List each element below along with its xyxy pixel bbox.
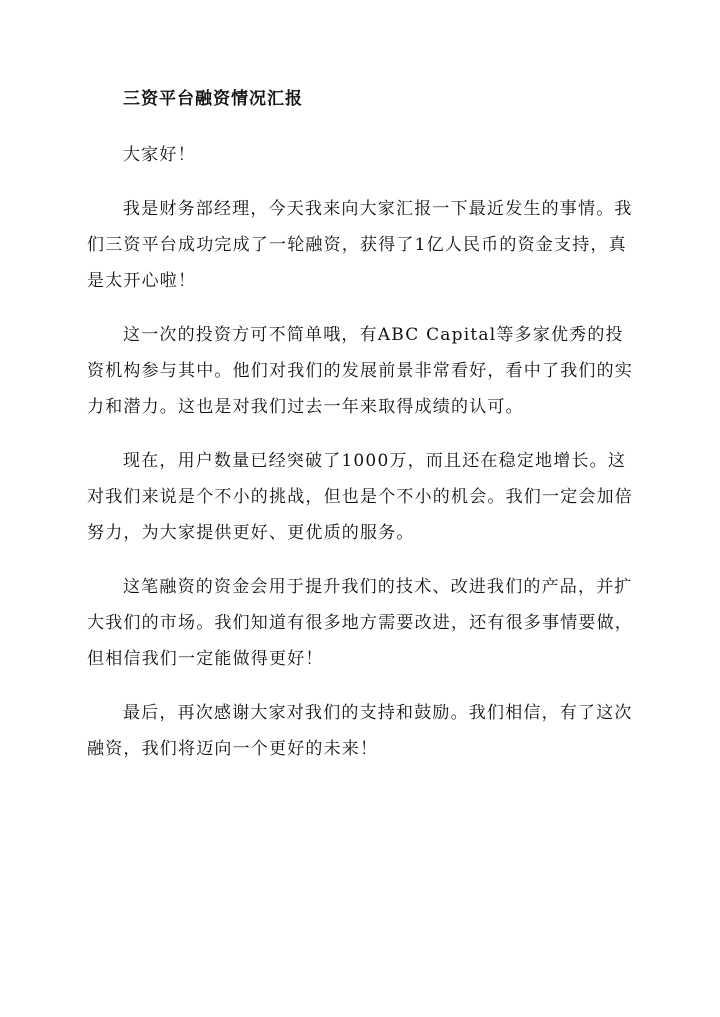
paragraph-closing: 最后，再次感谢大家对我们的支持和鼓励。我们相信，有了这次融资，我们将迈向一个更好的未来！ (87, 703, 633, 759)
paragraph-investors: 这一次的投资方可不简单哦，有ABC Capital等多家优秀的投资机构参与其中。他们对我们的发展前景非常看好，看中了我们的实力和潜力。这也是对我们过去一年来取得成绩的认可。 (87, 325, 633, 417)
document-title: 三资平台融资情况汇报 (123, 89, 303, 109)
paragraph-fund-usage: 这笔融资的资金会用于提升我们的技术、改进我们的产品，并扩大我们的市场。我们知道有很多地方需要改进，还有很多事情要做，但相信我们一定能做得更好！ (87, 577, 633, 669)
paragraph-greeting: 大家好！ (123, 145, 196, 165)
document-body (87, 84, 633, 785)
paragraph-introduction: 我是财务部经理，今天我来向大家汇报一下最近发生的事情。我们三资平台成功完成了一轮融资，获得了1亿人民币的资金支持，真是太开心啦！ (87, 199, 633, 291)
paragraph-user-growth: 现在，用户数量已经突破了1000万，而且还在稳定地增长。这对我们来说是个不小的挑战，但也是个不小的机会。我们一定会加倍努力，为大家提供更好、更优质的服务。 (87, 451, 633, 543)
